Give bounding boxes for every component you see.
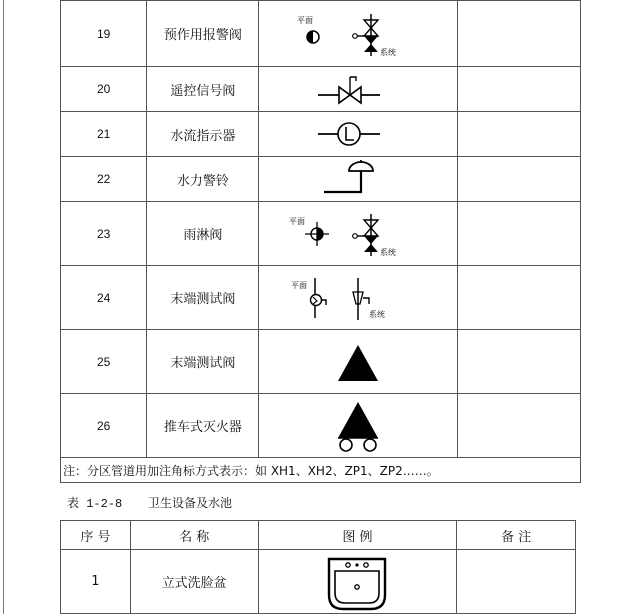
row-number: 20 xyxy=(61,67,147,112)
row-number: 24 xyxy=(61,266,147,330)
preaction-alarm-valve-icon xyxy=(259,1,458,67)
table-row xyxy=(61,266,581,330)
header-number: 序 号 xyxy=(61,521,131,550)
water-alarm-bell-icon xyxy=(259,157,458,202)
end-test-valve-icon xyxy=(259,266,458,330)
table-row xyxy=(61,67,581,112)
note-row xyxy=(61,458,581,483)
row-remark xyxy=(457,550,576,614)
row-name: 推车式灭火器 xyxy=(147,394,259,458)
row-name: 末端测试阀 xyxy=(147,266,259,330)
table-row xyxy=(61,550,576,614)
row-remark xyxy=(458,330,581,394)
row-remark xyxy=(458,157,581,202)
row-remark xyxy=(458,202,581,266)
row-number: 1 xyxy=(61,550,131,614)
table-row xyxy=(61,157,581,202)
row-name: 雨淋阀 xyxy=(147,202,259,266)
table-row xyxy=(61,202,581,266)
svg-text:系统: 系统 xyxy=(380,47,397,57)
triangle-icon xyxy=(259,330,458,394)
header-name: 名 称 xyxy=(130,521,258,550)
table-caption xyxy=(67,494,232,511)
row-name: 水流指示器 xyxy=(147,112,259,157)
water-flow-indicator-icon xyxy=(259,112,458,157)
row-number: 23 xyxy=(61,202,147,266)
table-row xyxy=(61,394,581,458)
row-number: 25 xyxy=(61,330,147,394)
row-name: 预作用报警阀 xyxy=(147,1,259,67)
svg-text:系统: 系统 xyxy=(380,247,397,257)
row-number: 26 xyxy=(61,394,147,458)
svg-text:系统: 系统 xyxy=(369,309,386,319)
row-number: 21 xyxy=(61,112,147,157)
page-margin-line xyxy=(3,0,4,614)
row-remark xyxy=(458,394,581,458)
table-row xyxy=(61,1,581,67)
row-remark xyxy=(458,1,581,67)
row-remark xyxy=(458,266,581,330)
washbasin-icon xyxy=(258,550,457,614)
table-header-row xyxy=(61,521,576,550)
table-caption-number: 表 1-2-8 xyxy=(67,497,123,511)
row-number: 19 xyxy=(61,1,147,67)
row-name: 水力警铃 xyxy=(147,157,259,202)
row-name: 末端测试阀 xyxy=(147,330,259,394)
deluge-valve-icon xyxy=(259,202,458,266)
row-number: 22 xyxy=(61,157,147,202)
header-legend: 图 例 xyxy=(258,521,457,550)
table-row xyxy=(61,330,581,394)
row-remark xyxy=(458,67,581,112)
header-remark: 备 注 xyxy=(457,521,576,550)
legend-table-sanitary xyxy=(60,520,576,614)
cart-extinguisher-icon xyxy=(259,394,458,458)
row-name: 遥控信号阀 xyxy=(147,67,259,112)
table-row xyxy=(61,112,581,157)
svg-text:平面: 平面 xyxy=(289,216,306,226)
row-name: 立式洗脸盆 xyxy=(130,550,258,614)
table-caption-title: 卫生设备及水池 xyxy=(148,496,233,510)
svg-text:平面: 平面 xyxy=(291,280,308,290)
row-remark xyxy=(458,112,581,157)
legend-table-fire xyxy=(60,0,581,483)
remote-signal-valve-icon xyxy=(259,67,458,112)
table-note: 注：分区管道用加注角标方式表示：如 XH1、XH2、ZP1、ZP2……。 xyxy=(61,458,581,483)
svg-text:平面: 平面 xyxy=(297,15,314,25)
